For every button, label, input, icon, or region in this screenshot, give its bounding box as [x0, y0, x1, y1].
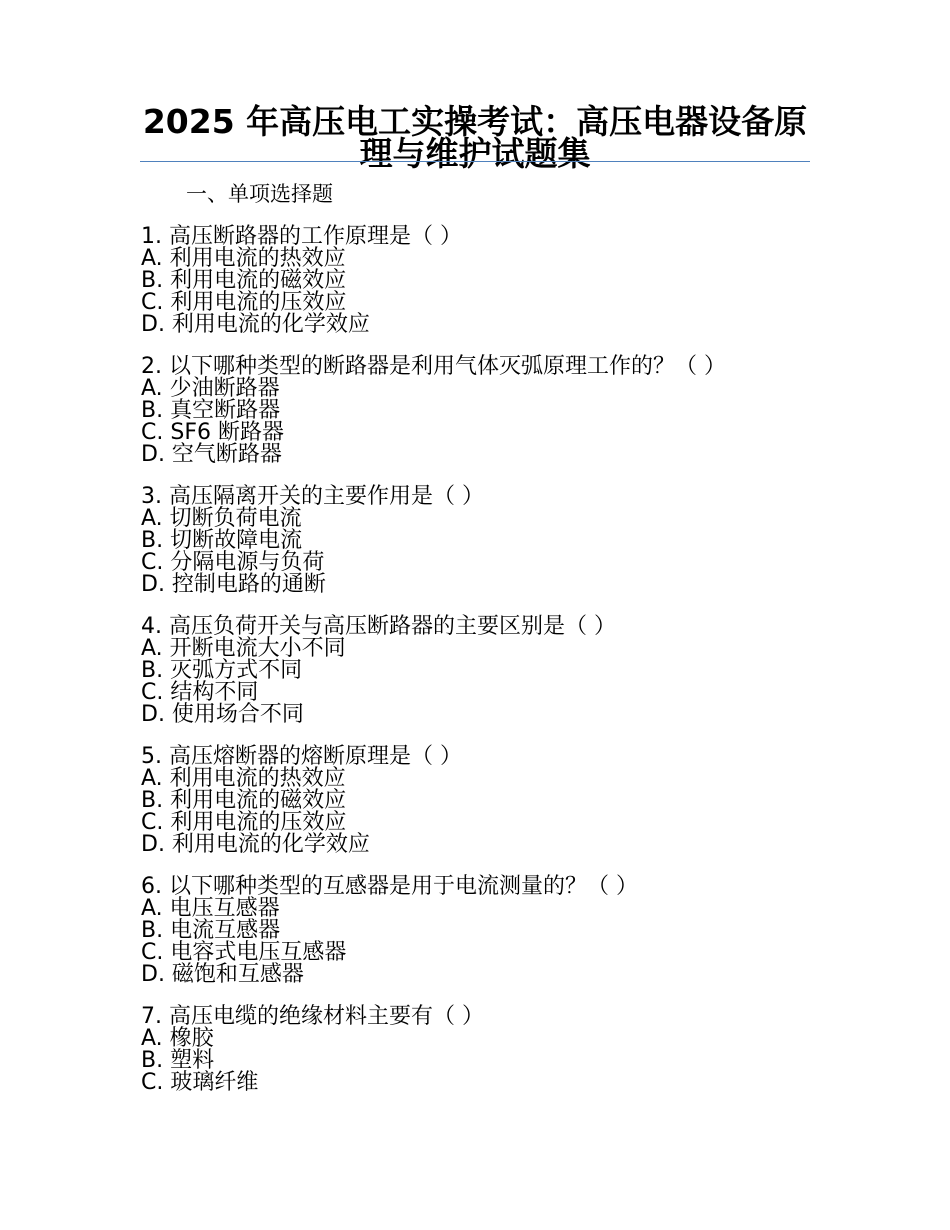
option-c: C. 结构不同	[141, 680, 259, 705]
question-3	[141, 486, 841, 596]
question-7	[141, 1006, 841, 1094]
option-b: B. 塑料	[141, 1048, 215, 1073]
option-d: D. 利用电流的化学效应	[141, 312, 370, 337]
question-text: 1. 高压断路器的工作原理是（ ）	[141, 224, 462, 249]
question-6	[141, 876, 841, 986]
option-a: A. 橡胶	[141, 1026, 214, 1051]
question-text: 6. 以下哪种类型的互感器是用于电流测量的？（ ）	[141, 874, 638, 899]
option-c: C. 利用电流的压效应	[141, 810, 347, 835]
option-d: D. 空气断路器	[141, 442, 282, 467]
question-text: 3. 高压隔离开关的主要作用是（ ）	[141, 484, 484, 509]
question-5	[141, 746, 841, 856]
option-c: C. 分隔电源与负荷	[141, 550, 325, 575]
option-a: A. 开断电流大小不同	[141, 636, 346, 661]
option-b: B. 利用电流的磁效应	[141, 268, 347, 293]
option-a: A. 切断负荷电流	[141, 506, 302, 531]
option-b: B. 切断故障电流	[141, 528, 303, 553]
option-d: D. 控制电路的通断	[141, 572, 326, 597]
option-b: B. 电流互感器	[141, 918, 281, 943]
option-b: B. 灭弧方式不同	[141, 658, 303, 683]
option-c: C. SF6 断路器	[141, 420, 284, 445]
title-divider	[140, 161, 810, 162]
option-d: D. 使用场合不同	[141, 702, 304, 727]
question-text: 5. 高压熔断器的熔断原理是（ ）	[141, 744, 462, 769]
option-a: A. 利用电流的热效应	[141, 246, 346, 271]
option-d: D. 磁饱和互感器	[141, 962, 304, 987]
option-b: B. 利用电流的磁效应	[141, 788, 347, 813]
option-c: C. 玻璃纤维	[141, 1070, 259, 1095]
document-title: 2025 年高压电工实操考试：高压电器设备原理与维护试题集	[142, 102, 808, 173]
question-list	[141, 226, 841, 1114]
option-b: B. 真空断路器	[141, 398, 281, 423]
question-text: 7. 高压电缆的绝缘材料主要有（ ）	[141, 1004, 484, 1029]
question-1	[141, 226, 841, 336]
option-d: D. 利用电流的化学效应	[141, 832, 370, 857]
section-heading: 一、单项选择题	[186, 182, 333, 206]
option-a: A. 电压互感器	[141, 896, 280, 921]
option-c: C. 利用电流的压效应	[141, 290, 347, 315]
option-a: A. 利用电流的热效应	[141, 766, 346, 791]
question-4	[141, 616, 841, 726]
question-text: 4. 高压负荷开关与高压断路器的主要区别是（ ）	[141, 614, 616, 639]
option-a: A. 少油断路器	[141, 376, 280, 401]
option-c: C. 电容式电压互感器	[141, 940, 347, 965]
question-2	[141, 356, 841, 466]
question-text: 2. 以下哪种类型的断路器是利用气体灭弧原理工作的？（ ）	[141, 354, 726, 379]
